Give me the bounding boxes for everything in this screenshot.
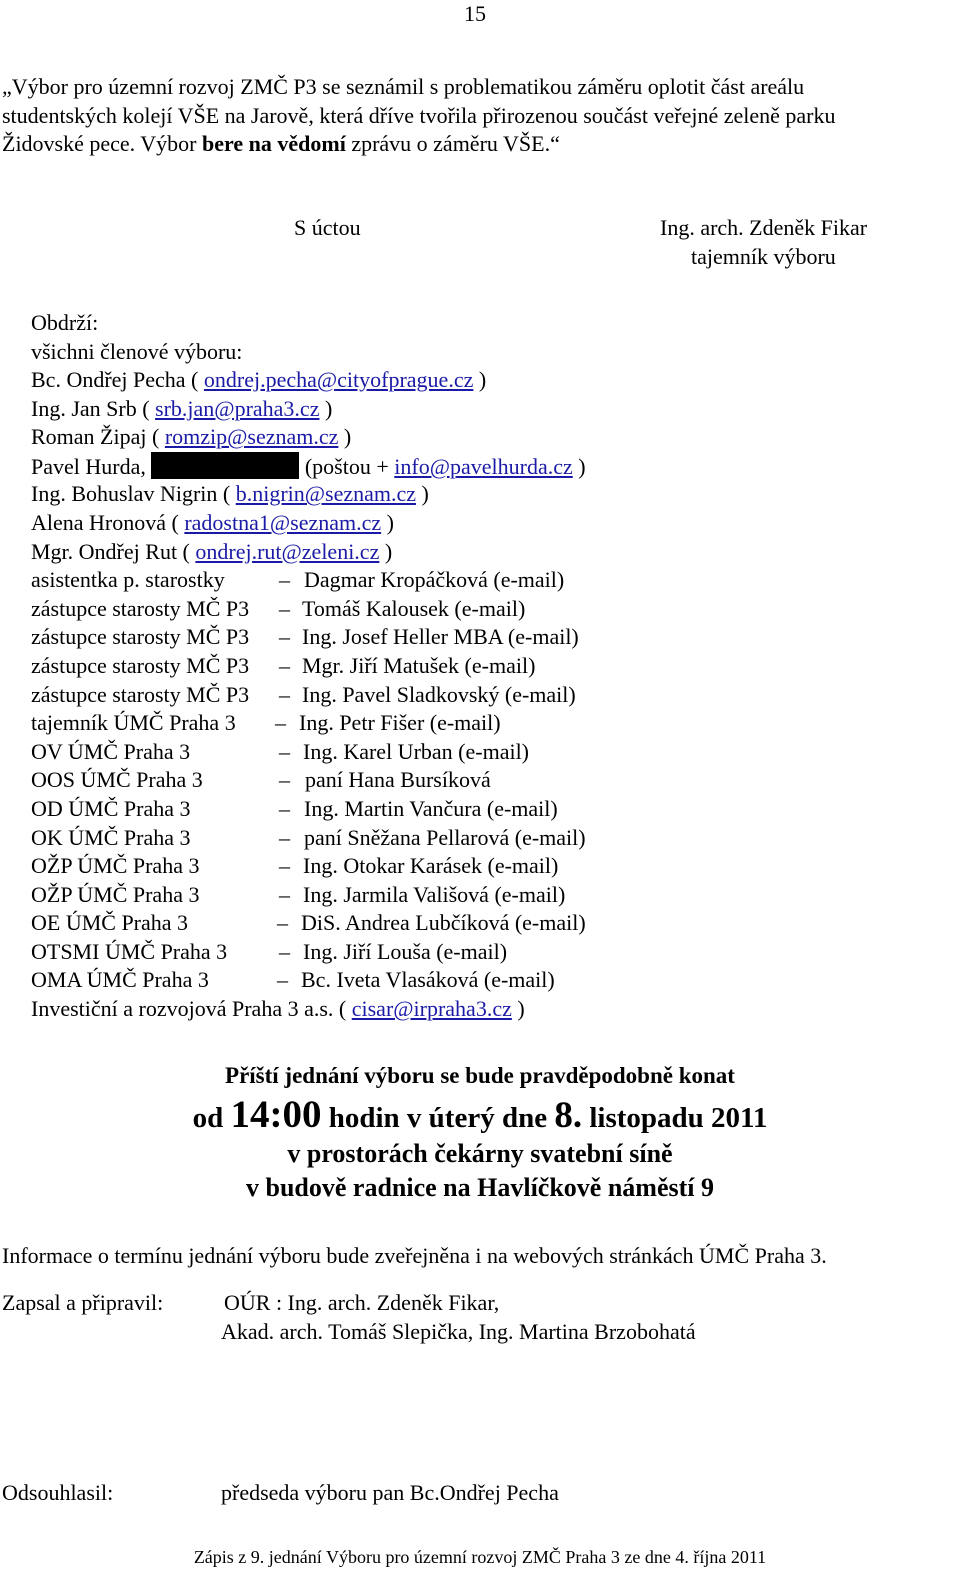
quote-emphasis: bere na vědomí (202, 131, 346, 157)
member-email-link[interactable]: ondrej.rut@zeleni.cz (195, 538, 380, 564)
member-row: Bc. Ondřej Pecha ( ondrej.pecha@cityofprague.cz ) (31, 367, 487, 392)
investment-row: Investiční a rozvojová Praha 3 a.s. ( cisar@irpraha3.cz ) (31, 996, 525, 1022)
page-number: 15 (464, 1, 486, 26)
official-row: OŽP ÚMČ Praha 3 – Ing. Otokar Karásek (e-mail) (31, 853, 559, 879)
member-row: Mgr. Ondřej Rut ( ondrej.rut@zeleni.cz ) (31, 538, 393, 564)
member-row-hurda: Pavel Hurda, (poštou + info@pavelhurda.cz ) (31, 453, 586, 479)
written-by-line-2: Akad. arch. Tomáš Slepička, Ing. Martina Brzobohatá (221, 1319, 696, 1344)
committee-resolution-quote (2, 73, 958, 159)
written-by-label: Zapsal a připravil: (2, 1290, 164, 1315)
member-email-link[interactable]: b.nigrin@seznam.cz (235, 481, 417, 507)
official-row: OD ÚMČ Praha 3 – Ing. Martin Vančura (e-mail) (31, 795, 558, 821)
next-meeting-line-3: v prostorách čekárny svatební síně (287, 1139, 673, 1168)
official-row: OE ÚMČ Praha 3 – DiS. Andrea Lubčíková (e-mail) (31, 910, 586, 936)
official-row: zástupce starosty MČ P3 – Tomáš Kalousek (e-mail) (31, 595, 526, 621)
page-footer: Zápis z 9. jednání Výboru pro územní rozvoj ZMČ Praha 3 ze dne 4. října 2011 (193, 1547, 767, 1567)
official-row: OK ÚMČ Praha 3 – paní Sněžana Pellarová (e-mail) (31, 824, 586, 850)
info-line: Informace o termínu jednání výboru bude zveřejněna i na webových stránkách ÚMČ Praha 3. (2, 1243, 827, 1268)
official-row: asistentka p. starostky – Dagmar Kropáčková (e-mail) (31, 567, 565, 593)
written-by-line-1: OÚR : Ing. arch. Zdeněk Fikar, (224, 1290, 500, 1315)
quote-line-1: „Výbor pro územní rozvoj ZMČ P3 se seznámil s problematikou záměru oplotit část areálu (2, 74, 805, 99)
signer-name: Ing. arch. Zdeněk Fikar (660, 215, 868, 240)
members-heading: všichni členové výboru: (31, 339, 243, 364)
official-row: tajemník ÚMČ Praha 3 – Ing. Petr Fišer (e-mail) (31, 710, 501, 736)
member-row: Roman Žipaj ( romzip@seznam.cz ) (31, 424, 352, 450)
next-meeting-line-1: Příští jednání výboru se bude pravděpodobně konat (225, 1063, 735, 1088)
recipients-list (31, 366, 586, 1024)
official-row: OOS ÚMČ Praha 3 – paní Hana Bursíková (31, 767, 491, 793)
official-row: OŽP ÚMČ Praha 3 – Ing. Jarmila Vališová (e-mail) (31, 881, 566, 907)
official-row: zástupce starosty MČ P3 – Ing. Pavel Sladkovský (e-mail) (31, 681, 576, 707)
official-row: zástupce starosty MČ P3 – Ing. Josef Heller MBA (e-mail) (31, 624, 579, 650)
meeting-time: 14:00 (230, 1093, 322, 1136)
redacted-block (151, 452, 299, 479)
investment-email-link[interactable]: cisar@irpraha3.cz (351, 996, 512, 1022)
member-email-link[interactable]: romzip@seznam.cz (164, 424, 339, 450)
approved-by-label: Odsouhlasil: (2, 1480, 114, 1505)
meeting-day: 8. (554, 1095, 583, 1136)
official-row: OMA ÚMČ Praha 3 – Bc. Iveta Vlasáková (e-mail) (31, 967, 555, 993)
official-row: zástupce starosty MČ P3 – Mgr. Jiří Matušek (e-mail) (31, 652, 536, 678)
official-row: OTSMI ÚMČ Praha 3 – Ing. Jiří Louša (e-mail) (31, 938, 508, 964)
member-email-link[interactable]: ondrej.pecha@cityofprague.cz (203, 367, 474, 392)
member-email-link[interactable]: radostna1@seznam.cz (184, 509, 382, 535)
next-meeting-line-2: od 14:00 hodin v úterý dne 8. listopadu 2011 (192, 1093, 768, 1136)
member-row: Ing. Jan Srb ( srb.jan@praha3.cz ) (31, 395, 333, 421)
closing-greeting: S úctou (294, 215, 361, 240)
signer-role: tajemník výboru (691, 244, 836, 269)
member-row: Ing. Bohuslav Nigrin ( b.nigrin@seznam.cz ) (31, 481, 429, 507)
recipients-heading: Obdrží: (31, 310, 99, 335)
next-meeting-line-4: v budově radnice na Havlíčkově náměstí 9 (245, 1173, 714, 1202)
official-row: OV ÚMČ Praha 3 – Ing. Karel Urban (e-mail) (31, 738, 530, 764)
quote-line-3: Židovské pece. Výbor bere na vědomí zprávu o záměru VŠE.“ (2, 131, 560, 157)
quote-line-2: studentských kolejí VŠE na Jarově, která dříve tvořila přirozenou součást veřejné zeleně parku (2, 102, 836, 128)
member-row: Alena Hronová ( radostna1@seznam.cz ) (31, 509, 394, 535)
member-email-link[interactable]: info@pavelhurda.cz (394, 453, 573, 479)
member-email-link[interactable]: srb.jan@praha3.cz (155, 395, 320, 421)
approved-by-value: předseda výboru pan Bc.Ondřej Pecha (221, 1480, 559, 1505)
